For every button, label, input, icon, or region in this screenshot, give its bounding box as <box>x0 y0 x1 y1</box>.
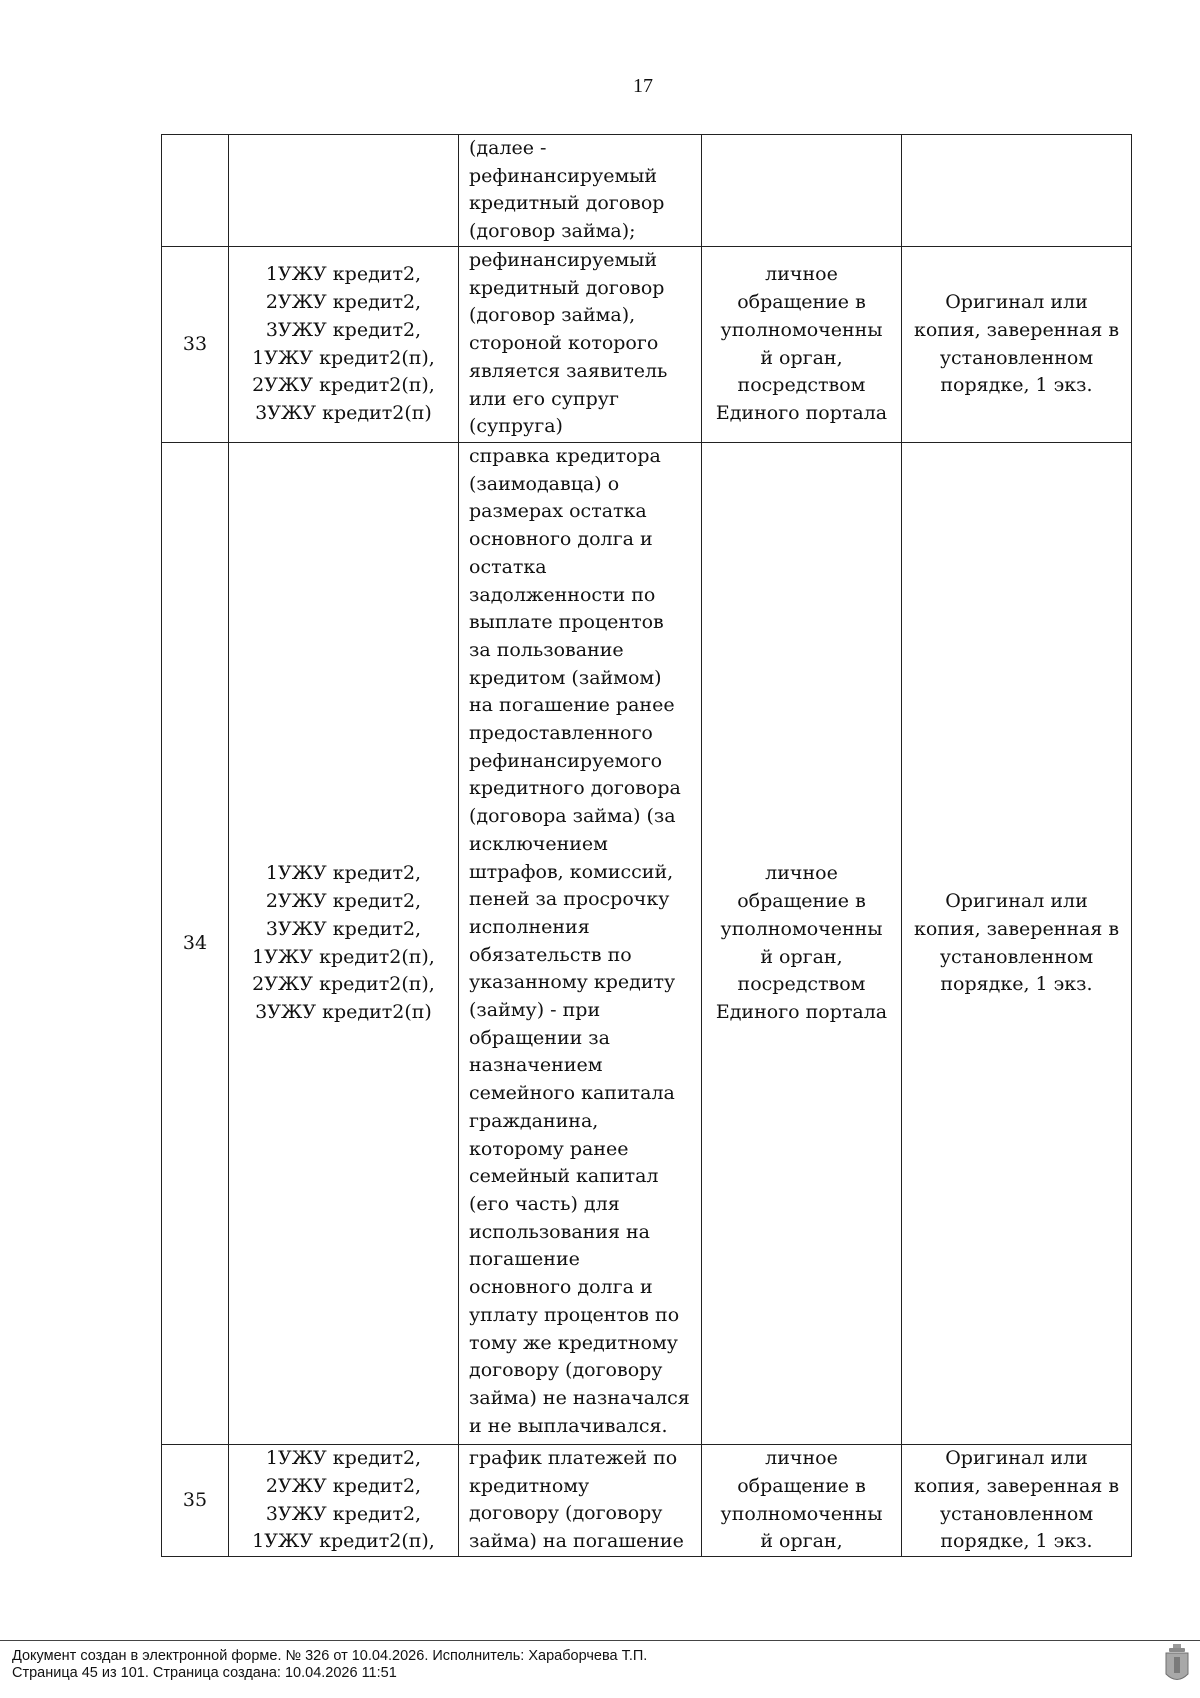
document-description: справка кредитора (заимодавца) о размерах остатка основного долга и остатка задолженности по выплате процентов за пользование кредитом (займом) на погашение ранее предоставленного рефинансируемого кредитного договора (договора займа) (за исключением штрафов, комиссий, пеней за просрочку исполнения обязательств по указанному кредиту (займу) - при обращении за назначением семейного капитала гражданина, которому ранее семейный капитал (его часть) для использования на погашение основного долга и уплату процентов по тому же кредитному договору (договору займа) не назначался и не выплачивался. <box>459 443 702 1445</box>
table-row <box>162 135 1132 247</box>
row-number <box>162 135 229 247</box>
document-description: график платежей по кредитному договору (договору займа) на погашение <box>459 1445 702 1557</box>
document-requirement: Оригинал или копия, заверенная в установленном порядке, 1 экз. <box>902 247 1132 443</box>
document-requirement: Оригинал или копия, заверенная в установленном порядке, 1 экз. <box>902 1445 1132 1557</box>
submission-method: личное обращение в уполномоченны й орган, посредством Единого портала <box>702 443 902 1445</box>
submission-method <box>702 135 902 247</box>
row-number: 33 <box>162 247 229 443</box>
footer-line-1: Документ создан в электронной форме. № 326 от 10.04.2026. Исполнитель: Хараборчева Т.П. <box>12 1648 648 1664</box>
table-row <box>162 443 1132 1445</box>
row-number: 34 <box>162 443 229 1445</box>
document-description: (далее - рефинансируемый кредитный договор (договор займа); <box>459 135 702 247</box>
submission-method: личное обращение в уполномоченны й орган, <box>702 1445 902 1557</box>
coat-of-arms-icon <box>1164 1644 1190 1686</box>
documents-table <box>161 134 1132 1557</box>
submission-method: личное обращение в уполномоченны й орган, посредством Единого портала <box>702 247 902 443</box>
table-row <box>162 1445 1132 1557</box>
applicant-categories: 1УЖУ кредит2, 2УЖУ кредит2, 3УЖУ кредит2, 1УЖУ кредит2(п), <box>229 1445 459 1557</box>
document-requirement: Оригинал или копия, заверенная в установленном порядке, 1 экз. <box>902 443 1132 1445</box>
applicant-categories <box>229 135 459 247</box>
footer-line-2: Страница 45 из 101. Страница создана: 10.04.2026 11:51 <box>12 1665 397 1681</box>
applicant-categories: 1УЖУ кредит2, 2УЖУ кредит2, 3УЖУ кредит2, 1УЖУ кредит2(п), 2УЖУ кредит2(п), 3УЖУ кредит2(п) <box>229 247 459 443</box>
page-number: 17 <box>633 75 653 97</box>
table-row <box>162 247 1132 443</box>
applicant-categories: 1УЖУ кредит2, 2УЖУ кредит2, 3УЖУ кредит2, 1УЖУ кредит2(п), 2УЖУ кредит2(п), 3УЖУ кредит2(п) <box>229 443 459 1445</box>
document-description: рефинансируемый кредитный договор (договор займа), стороной которого является заявитель или его супруг (супруга) <box>459 247 702 443</box>
document-requirement <box>902 135 1132 247</box>
row-number: 35 <box>162 1445 229 1557</box>
footer-divider <box>0 1640 1200 1641</box>
document-footer <box>12 1648 647 1682</box>
